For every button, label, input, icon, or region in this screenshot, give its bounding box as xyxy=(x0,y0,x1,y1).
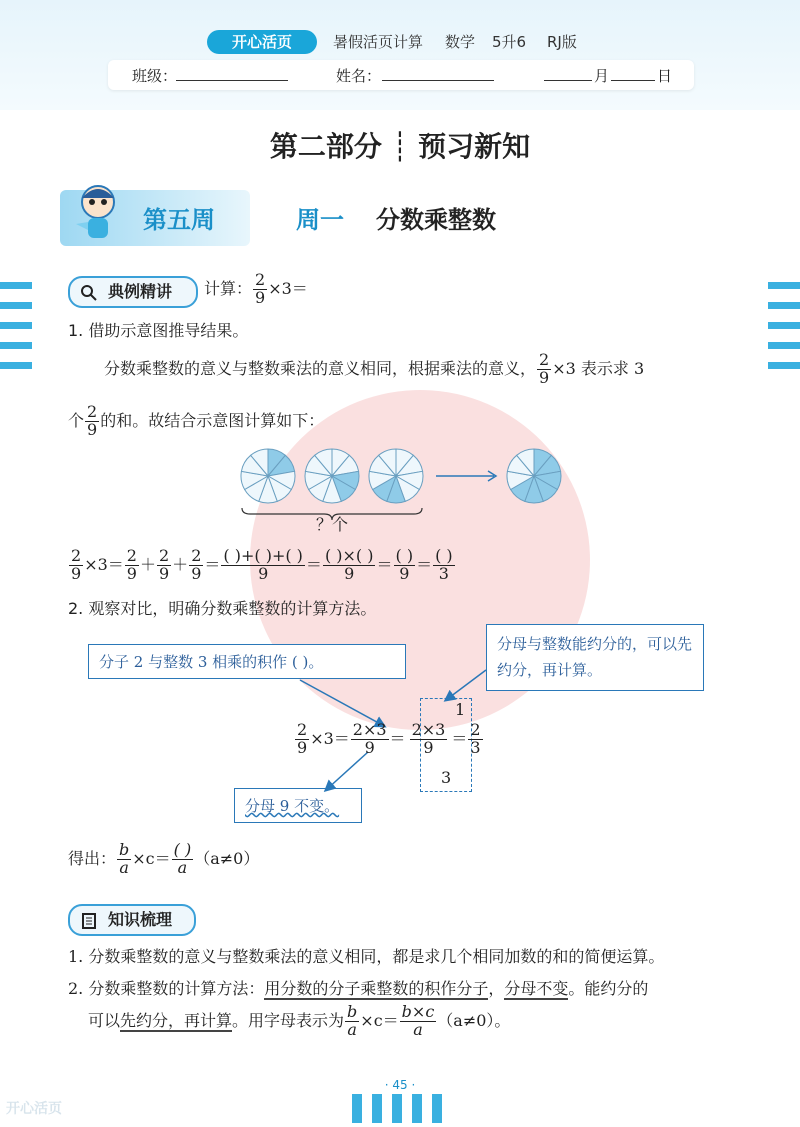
day-label: 周一 xyxy=(296,206,344,234)
knowledge-item-1: 1. 分数乘整数的意义与整数乘法的意义相同，都是求几个相同加数的和的简便运算。 xyxy=(68,947,665,966)
note-reduce: 分母与整数能约分的，可以先约分，再计算。 xyxy=(486,624,704,691)
name-label: 姓名： xyxy=(336,67,382,85)
paragraph-2: 个 $\frac{2}{9}$ 的和。故结合示意图计算如下： xyxy=(68,402,325,439)
footer-stripes xyxy=(350,1094,450,1123)
conclusion: 得出： $\frac{b}{a}$ ×c＝ $\frac{( )}{a}$ （a≠0） xyxy=(68,840,260,877)
example-prompt: 计算： $\frac{2}{9}$ ×3＝ xyxy=(204,270,308,307)
note-numerator: 分子 2 与整数 3 相乘的积作 ( )。 xyxy=(88,644,406,679)
brace-label: ？个 xyxy=(316,515,349,534)
class-label: 班级： xyxy=(132,67,178,85)
note-denominator: 分母 9 不变。 xyxy=(234,788,362,823)
book-icon xyxy=(80,906,98,934)
footer-logo: 开心活页 xyxy=(6,1101,62,1117)
reduce-top: 1 xyxy=(455,700,466,719)
knowledge-tag-label: 知识梳理 xyxy=(108,910,173,929)
step1-title: 1. 借助示意图推导结果。 xyxy=(68,321,249,340)
brand-logo: 开心活页 xyxy=(207,30,317,54)
example-tag-label: 典例精讲 xyxy=(108,282,173,301)
day-label: 日 xyxy=(657,67,673,85)
topic-title: 分数乘整数 xyxy=(376,206,496,234)
series-title: 暑假活页计算 xyxy=(333,33,424,51)
subject: 数学 xyxy=(445,33,476,51)
week-label: 第五周 xyxy=(143,206,215,234)
step2-title: 2. 观察对比，明确分数乘整数的计算方法。 xyxy=(68,599,377,618)
grade: 5升6 xyxy=(492,33,527,51)
month-label: 月 xyxy=(594,67,610,85)
reduce-bottom: 3 xyxy=(441,768,452,787)
equation-row: $\frac{2}{9}$ ×3＝ $\frac{2}{9}$ ＋ $\frac{2}{9}$ ＋ $\frac{2}{9}$ ＝ $\frac{( )+( )+( )}{9}$ ＝ $\frac{( )\times( )}{9}$ ＝ $\frac{( )}{9}$ ＝ $\frac{( )}{3}$ xyxy=(71,546,453,583)
knowledge-item-2-cont: 可以先约分，再计算。用字母表示为 $\frac{b}{a}$ ×c＝ $\frac{b\times c}{a}$ （a≠0）。 xyxy=(88,1002,511,1039)
calc-equation: $\frac{2}{9}$ ×3＝ $\frac{2\times 3}{9}$ ＝ $\frac{2\times 3}{9}$ ＝ $\frac{2}{3}$ xyxy=(297,720,481,757)
paragraph-1: 分数乘整数的意义与整数乘法的意义相同，根据乘法的意义， $\frac{2}{9}$ ×3 表示求 3 xyxy=(104,350,645,387)
page-number: · 45 · xyxy=(384,1078,416,1092)
knowledge-tag xyxy=(68,904,196,936)
edition: RJ版 xyxy=(547,33,577,51)
knowledge-item-2: 2. 分数乘整数的计算方法：用分数的分子乘整数的积作分子，分母不变。能约分的 xyxy=(68,979,649,998)
fraction: $\frac{2}{9}$ xyxy=(255,270,266,307)
section-title: 第二部分 ┊ 预习新知 xyxy=(269,130,531,163)
